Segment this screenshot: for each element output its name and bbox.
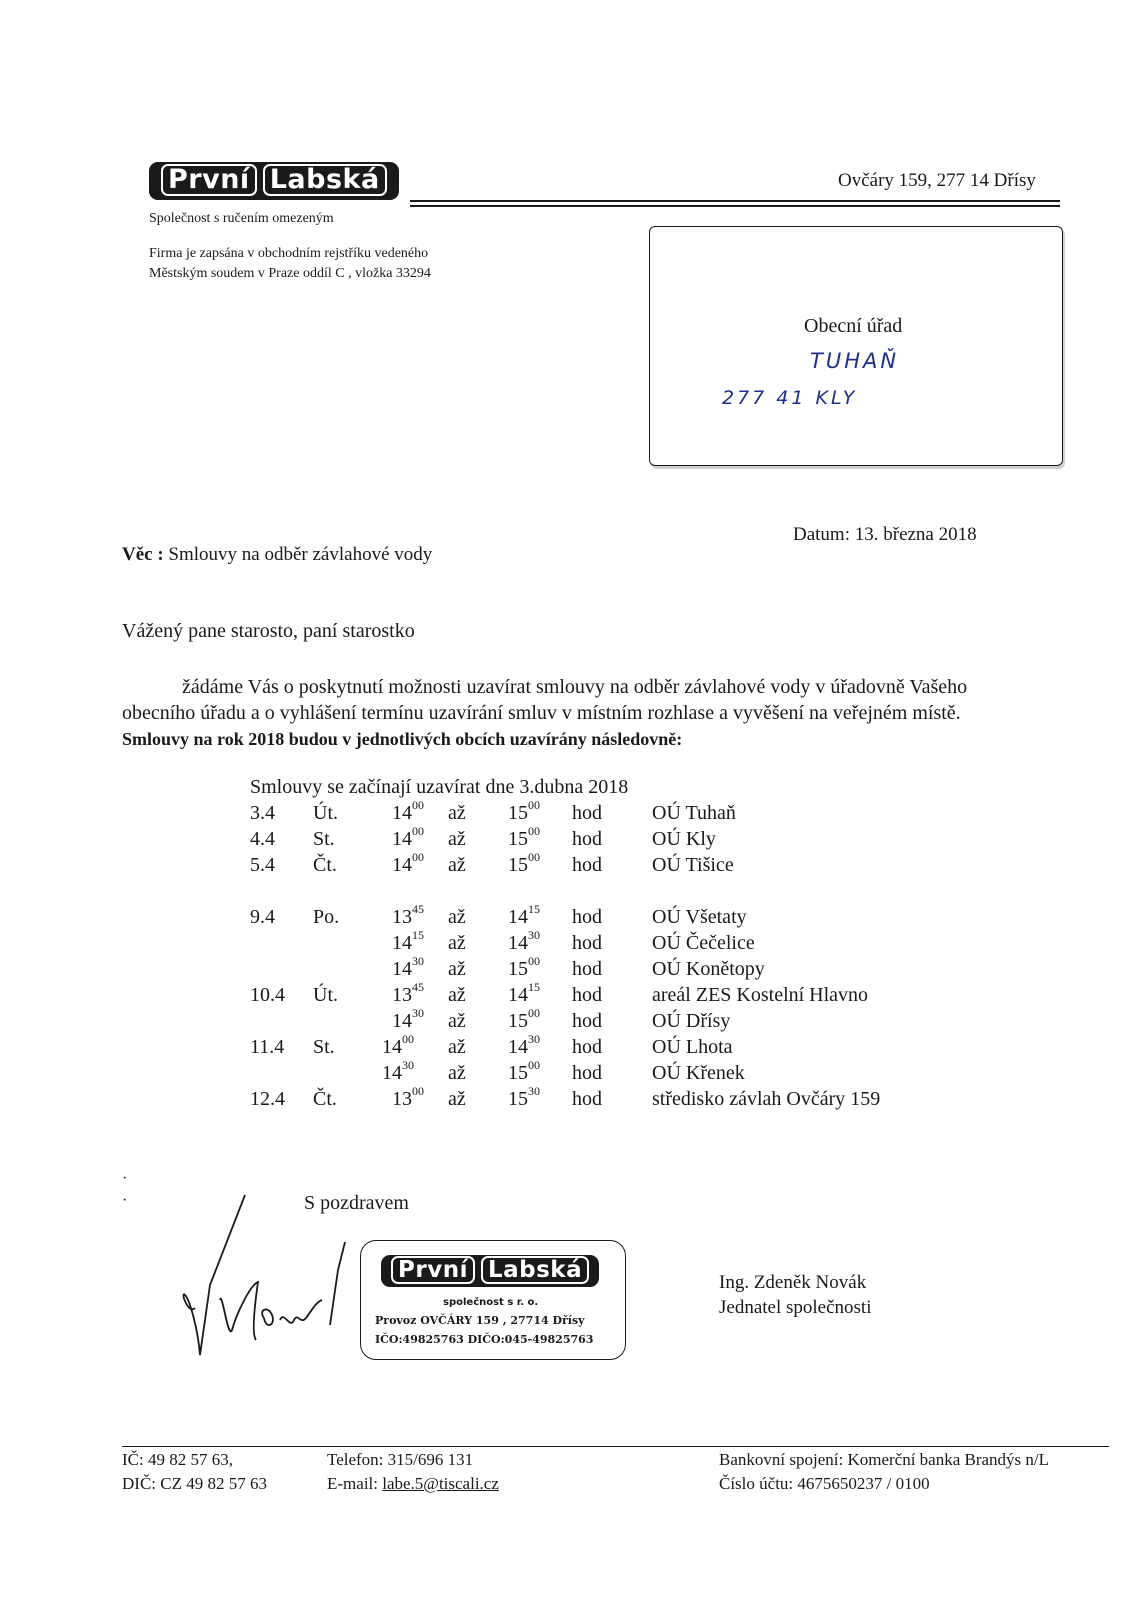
- closing-greeting: S pozdravem: [304, 1192, 409, 1214]
- time-to-minutes: 00: [528, 850, 540, 864]
- subject-label: Věc :: [122, 544, 164, 565]
- schedule-place: OÚ Tišice: [652, 854, 734, 876]
- schedule-time-to: [508, 902, 540, 929]
- body-paragraph-line-2: obecního úřadu a o vyhlášení termínu uzavírání smluv v místním rozhlase a vyvěšení na veřejném místě.: [122, 702, 961, 724]
- schedule-time-from: [392, 1006, 424, 1033]
- logo-word-prvni: První: [161, 164, 257, 196]
- time-from-minutes: 15: [412, 928, 424, 942]
- schedule-row: [0, 1006, 731, 1036]
- schedule-to-word: až: [448, 984, 466, 1006]
- schedule-to-word: až: [448, 958, 466, 980]
- time-to-hour: 15: [508, 1010, 528, 1032]
- time-from-minutes: 45: [412, 980, 424, 994]
- time-to-hour: 14: [508, 932, 528, 954]
- stamp-line-3: IČO:49825763 DIČO:045-49825763: [375, 1333, 594, 1346]
- time-from-minutes: 00: [412, 1084, 424, 1098]
- time-to-hour: 15: [508, 1062, 528, 1084]
- company-tagline: Společnost s ručením omezeným: [149, 211, 334, 226]
- schedule-time-from: [382, 1032, 414, 1059]
- header-rule-bottom: [410, 205, 1060, 207]
- schedule-unit: hod: [572, 1036, 602, 1058]
- schedule-day: St.: [313, 1036, 335, 1058]
- schedule-time-from: [392, 980, 424, 1007]
- schedule-row: [0, 928, 755, 958]
- schedule-row: [0, 980, 869, 1010]
- schedule-time-to: [508, 824, 540, 851]
- schedule-place: středisko závlah Ovčáry 159: [652, 1088, 881, 1110]
- time-from-hour: 13: [392, 984, 412, 1006]
- footer-phone: Telefon: 315/696 131: [327, 1450, 474, 1469]
- schedule-time-from: [392, 902, 424, 929]
- schedule-unit: hod: [572, 932, 602, 954]
- schedule-time-from: [392, 928, 424, 955]
- schedule-time-from: [382, 1058, 414, 1085]
- time-from-hour: 14: [392, 958, 412, 980]
- stamp-logo: [381, 1255, 599, 1287]
- register-line-2: Městským soudem v Praze oddíl C , vložka 33294: [149, 266, 431, 281]
- time-from-hour: 14: [392, 932, 412, 954]
- schedule-row: [0, 798, 736, 828]
- schedule-unit: hod: [572, 1010, 602, 1032]
- stamp-line-1: společnost s r. o.: [443, 1297, 539, 1308]
- schedule-place: OÚ Čečelice: [652, 932, 755, 954]
- time-to-minutes: 30: [528, 1084, 540, 1098]
- schedule-row: [0, 850, 734, 880]
- footer-account: Číslo účtu: 4675650237 / 0100: [719, 1474, 930, 1493]
- footer-ic: IČ: 49 82 57 63,: [122, 1450, 233, 1469]
- schedule-time-to: [508, 1006, 540, 1033]
- schedule-place: OÚ Dřísy: [652, 1010, 731, 1032]
- recipient-office: Obecní úřad: [804, 315, 903, 337]
- time-from-minutes: 30: [412, 954, 424, 968]
- letter-date: Datum: 13. března 2018: [793, 524, 977, 545]
- schedule-place: OÚ Kly: [652, 828, 716, 850]
- handwritten-signature: [180, 1190, 370, 1380]
- subject-line: [122, 544, 432, 566]
- time-to-minutes: 00: [528, 954, 540, 968]
- time-from-hour: 14: [392, 1010, 412, 1032]
- schedule-to-word: až: [448, 854, 466, 876]
- schedule-time-to: [508, 850, 540, 877]
- decorative-dot: ·: [122, 1170, 128, 1187]
- schedule-date: 4.4: [250, 828, 275, 850]
- footer-email-line: [327, 1472, 499, 1496]
- schedule-time-from: [392, 798, 424, 825]
- schedule-date: 11.4: [250, 1036, 285, 1058]
- time-to-minutes: 30: [528, 1032, 540, 1046]
- time-to-minutes: 15: [528, 902, 540, 916]
- recipient-handwritten-postcode: 277 41 KLY: [722, 387, 858, 409]
- schedule-date: 5.4: [250, 854, 275, 876]
- schedule-day: St.: [313, 828, 335, 850]
- time-to-minutes: 15: [528, 980, 540, 994]
- time-from-hour: 14: [382, 1036, 402, 1058]
- footer-bank: Bankovní spojení: Komerční banka Brandýs n/L: [719, 1450, 1050, 1469]
- time-to-hour: 14: [508, 906, 528, 928]
- time-from-hour: 14: [382, 1062, 402, 1084]
- time-to-minutes: 30: [528, 928, 540, 942]
- stamp-line-2: Provoz OVČÁRY 159 , 27714 Dřísy: [375, 1314, 585, 1327]
- time-from-minutes: 00: [412, 850, 424, 864]
- sender-address: Ovčáry 159, 277 14 Dřísy: [838, 170, 1036, 191]
- schedule-unit: hod: [572, 828, 602, 850]
- salutation: Vážený pane starosto, paní starostko: [122, 620, 415, 642]
- schedule-row: [0, 954, 765, 984]
- schedule-row: [0, 1032, 733, 1062]
- schedule-time-to: [508, 1032, 540, 1059]
- schedule-date: 3.4: [250, 802, 275, 824]
- recipient-address-box: [649, 226, 1063, 466]
- footer-dic: DIČ: CZ 49 82 57 63: [122, 1474, 267, 1493]
- time-from-minutes: 30: [412, 1006, 424, 1020]
- stamp-logo-word-prvni: První: [391, 1256, 475, 1284]
- schedule-unit: hod: [572, 984, 602, 1006]
- schedule-date: 9.4: [250, 906, 275, 928]
- signer-title: Jednatel společnosti: [719, 1297, 872, 1318]
- time-from-minutes: 00: [402, 1032, 414, 1046]
- time-to-hour: 15: [508, 802, 528, 824]
- schedule-place: OÚ Konětopy: [652, 958, 765, 980]
- schedule-time-from: [392, 824, 424, 851]
- schedule-row: [0, 902, 747, 932]
- time-from-minutes: 00: [412, 824, 424, 838]
- company-stamp: [360, 1240, 626, 1360]
- time-to-hour: 15: [508, 958, 528, 980]
- schedule-to-word: až: [448, 1088, 466, 1110]
- time-to-minutes: 00: [528, 1006, 540, 1020]
- schedule-unit: hod: [572, 802, 602, 824]
- footer-rule: [122, 1446, 1109, 1447]
- schedule-unit: hod: [572, 854, 602, 876]
- subject-text: Smlouvy na odběr závlahové vody: [168, 544, 433, 565]
- time-from-hour: 14: [392, 854, 412, 876]
- schedule-to-word: až: [448, 1062, 466, 1084]
- schedule-to-word: až: [448, 802, 466, 824]
- time-from-hour: 14: [392, 828, 412, 850]
- schedule-row: [0, 1084, 881, 1114]
- schedule-place: areál ZES Kostelní Hlavno: [652, 984, 869, 1006]
- schedule-day: Út.: [313, 802, 338, 824]
- schedule-unit: hod: [572, 958, 602, 980]
- schedule-time-to: [508, 980, 540, 1007]
- schedule-time-from: [392, 954, 424, 981]
- company-logo: [149, 162, 399, 200]
- footer-email-link[interactable]: labe.5@tiscali.cz: [382, 1474, 499, 1493]
- recipient-handwritten-town: TUHAŇ: [810, 349, 900, 373]
- schedule-unit: hod: [572, 1088, 602, 1110]
- schedule-place: OÚ Tuhaň: [652, 802, 736, 824]
- time-to-hour: 14: [508, 984, 528, 1006]
- schedule-day: Po.: [313, 906, 340, 928]
- time-from-minutes: 45: [412, 902, 424, 916]
- schedule-time-to: [508, 1058, 540, 1085]
- time-to-minutes: 00: [528, 1058, 540, 1072]
- schedule-day: Čt.: [313, 854, 337, 876]
- body-bold-line: Smlouvy na rok 2018 budou v jednotlivých obcích uzavírány následovně:: [122, 729, 683, 749]
- time-to-hour: 15: [508, 1088, 528, 1110]
- time-from-hour: 13: [392, 906, 412, 928]
- schedule-unit: hod: [572, 1062, 602, 1084]
- body-paragraph-line-1: žádáme Vás o poskytnutí možnosti uzavírat smlouvy na odběr závlahové vody v úřadovně Vašeho: [182, 676, 968, 698]
- signer-name: Ing. Zdeněk Novák: [719, 1272, 867, 1293]
- schedule-to-word: až: [448, 1036, 466, 1058]
- schedule-day: Čt.: [313, 1088, 337, 1110]
- time-to-hour: 15: [508, 828, 528, 850]
- schedule-to-word: až: [448, 932, 466, 954]
- schedule-time-to: [508, 1084, 540, 1111]
- schedule-time-from: [392, 1084, 424, 1111]
- footer-email-label: E-mail:: [327, 1474, 383, 1493]
- schedule-time-to: [508, 798, 540, 825]
- decorative-dot-2: ·: [122, 1192, 128, 1209]
- schedule-place: OÚ Lhota: [652, 1036, 733, 1058]
- time-to-hour: 14: [508, 1036, 528, 1058]
- schedule-time-to: [508, 954, 540, 981]
- time-from-hour: 14: [392, 802, 412, 824]
- schedule-to-word: až: [448, 1010, 466, 1032]
- schedule-row: [0, 1058, 745, 1088]
- time-from-minutes: 00: [412, 798, 424, 812]
- time-to-minutes: 00: [528, 798, 540, 812]
- schedule-row: [0, 824, 716, 854]
- schedule-to-word: až: [448, 906, 466, 928]
- schedule-date: 12.4: [250, 1088, 285, 1110]
- schedule-place: OÚ Všetaty: [652, 906, 747, 928]
- time-from-hour: 13: [392, 1088, 412, 1110]
- schedule-place: OÚ Křenek: [652, 1062, 745, 1084]
- time-to-hour: 15: [508, 854, 528, 876]
- schedule-day: Út.: [313, 984, 338, 1006]
- logo-word-labska: Labská: [263, 164, 387, 196]
- time-from-minutes: 30: [402, 1058, 414, 1072]
- stamp-logo-word-labska: Labská: [481, 1256, 589, 1284]
- schedule-unit: hod: [572, 906, 602, 928]
- schedule-time-from: [392, 850, 424, 877]
- time-to-minutes: 00: [528, 824, 540, 838]
- register-line-1: Firma je zapsána v obchodním rejstříku vedeného: [149, 246, 429, 261]
- schedule-to-word: až: [448, 828, 466, 850]
- header-rule-top: [410, 200, 1060, 202]
- schedule-date: 10.4: [250, 984, 285, 1006]
- schedule-intro: Smlouvy se začínají uzavírat dne 3.dubna 2018: [250, 776, 629, 798]
- schedule-time-to: [508, 928, 540, 955]
